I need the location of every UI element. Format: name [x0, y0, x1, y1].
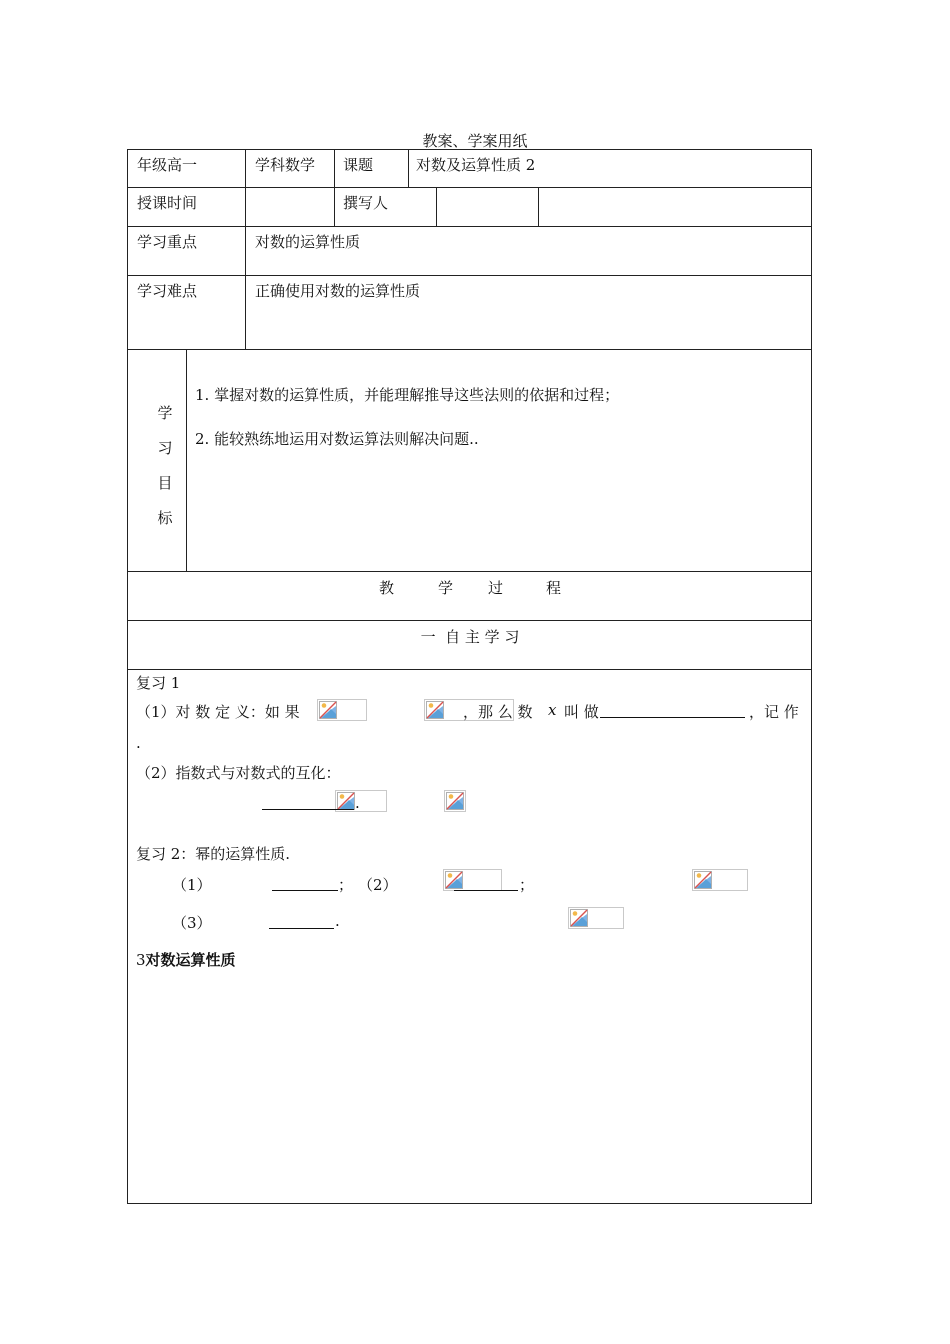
col-divider — [334, 150, 335, 187]
section3-title: 对数运算性质 — [145, 951, 236, 969]
review1-line3-end: . — [355, 794, 360, 812]
review2-title: 复习 2：幂的运算性质. — [136, 845, 291, 863]
document-title: 教案、学案用纸 — [422, 132, 528, 150]
review1-line1-start: （1）对 数 定 义：如 果 — [136, 703, 300, 721]
author-label: 撰写人 — [343, 194, 389, 212]
key-point-label: 学习重点 — [137, 233, 198, 251]
col-divider — [245, 226, 246, 349]
review2-item1-label: （1） — [172, 876, 212, 894]
broken-image-icon — [446, 792, 464, 810]
review1-line1-cont: . — [136, 734, 141, 752]
time-label: 授课时间 — [137, 194, 198, 212]
process-heading-char: 教 — [379, 579, 395, 597]
difficulty-label: 学习难点 — [137, 282, 198, 300]
col-divider — [245, 187, 246, 226]
answer-blank[interactable] — [269, 914, 334, 929]
review2-item1-end: ； — [338, 876, 354, 894]
col-divider — [436, 187, 437, 226]
review2-item3-label: （3） — [172, 914, 212, 932]
review1-line2: （2）指数式与对数式的互化： — [136, 764, 341, 782]
section-heading: 一 自 主 学 习 — [420, 628, 520, 646]
broken-image-icon — [319, 701, 337, 719]
variable-x: x — [548, 701, 557, 719]
review2-item2-label: （2） — [358, 876, 398, 894]
col-divider — [245, 150, 246, 187]
row-divider — [128, 349, 811, 350]
process-heading-char: 学 — [438, 579, 454, 597]
formula-image — [317, 699, 367, 721]
row-divider — [128, 187, 811, 188]
col-divider — [538, 187, 539, 226]
review2-item2-end: ； — [519, 876, 535, 894]
topic-label: 课题 — [343, 156, 374, 174]
col-divider — [334, 187, 335, 226]
broken-image-icon — [694, 871, 712, 889]
goals-label-char: 目 — [157, 474, 173, 492]
row-divider — [128, 226, 811, 227]
subject-cell: 学科数学 — [255, 156, 316, 174]
answer-blank[interactable] — [600, 703, 745, 718]
process-heading-char: 程 — [546, 579, 562, 597]
review1-line1-end: ，记 作 — [749, 703, 799, 721]
col-divider — [186, 349, 187, 571]
grade-cell: 年级高一 — [137, 156, 198, 174]
formula-image — [568, 907, 624, 929]
review1-line1-mid2: 叫 做 — [564, 703, 599, 721]
difficulty-value: 正确使用对数的运算性质 — [255, 282, 421, 300]
answer-blank[interactable] — [272, 876, 338, 891]
section3-heading — [136, 949, 236, 970]
process-heading-char: 过 — [488, 579, 504, 597]
goal-item: 2. 能较熟练地运用对数运算法则解决问题.. — [195, 430, 479, 448]
lesson-table — [127, 149, 812, 1204]
goals-label-char: 学 — [157, 404, 173, 422]
broken-image-icon — [426, 701, 444, 719]
row-divider — [128, 669, 811, 670]
row-divider — [128, 620, 811, 621]
goal-item: 1. 掌握对数的运算性质，并能理解推导这些法则的依据和过程； — [195, 386, 620, 404]
goals-label-char: 标 — [157, 509, 173, 527]
broken-image-icon — [570, 909, 588, 927]
review1-title: 复习 1 — [136, 674, 181, 692]
formula-image — [692, 869, 748, 891]
row-divider — [128, 571, 811, 572]
row-divider — [128, 275, 811, 276]
answer-blank[interactable] — [454, 876, 518, 891]
section3-number: 3 — [136, 951, 146, 969]
goals-label-char: 习 — [157, 439, 173, 457]
review2-item3-end: . — [335, 912, 340, 930]
key-point-value: 对数的运算性质 — [255, 233, 361, 251]
topic-value: 对数及运算性质 2 — [416, 156, 536, 174]
col-divider — [408, 150, 409, 187]
review1-line1-mid: ，那 么 数 — [463, 703, 533, 721]
formula-image — [444, 790, 466, 812]
answer-blank[interactable] — [262, 795, 354, 810]
